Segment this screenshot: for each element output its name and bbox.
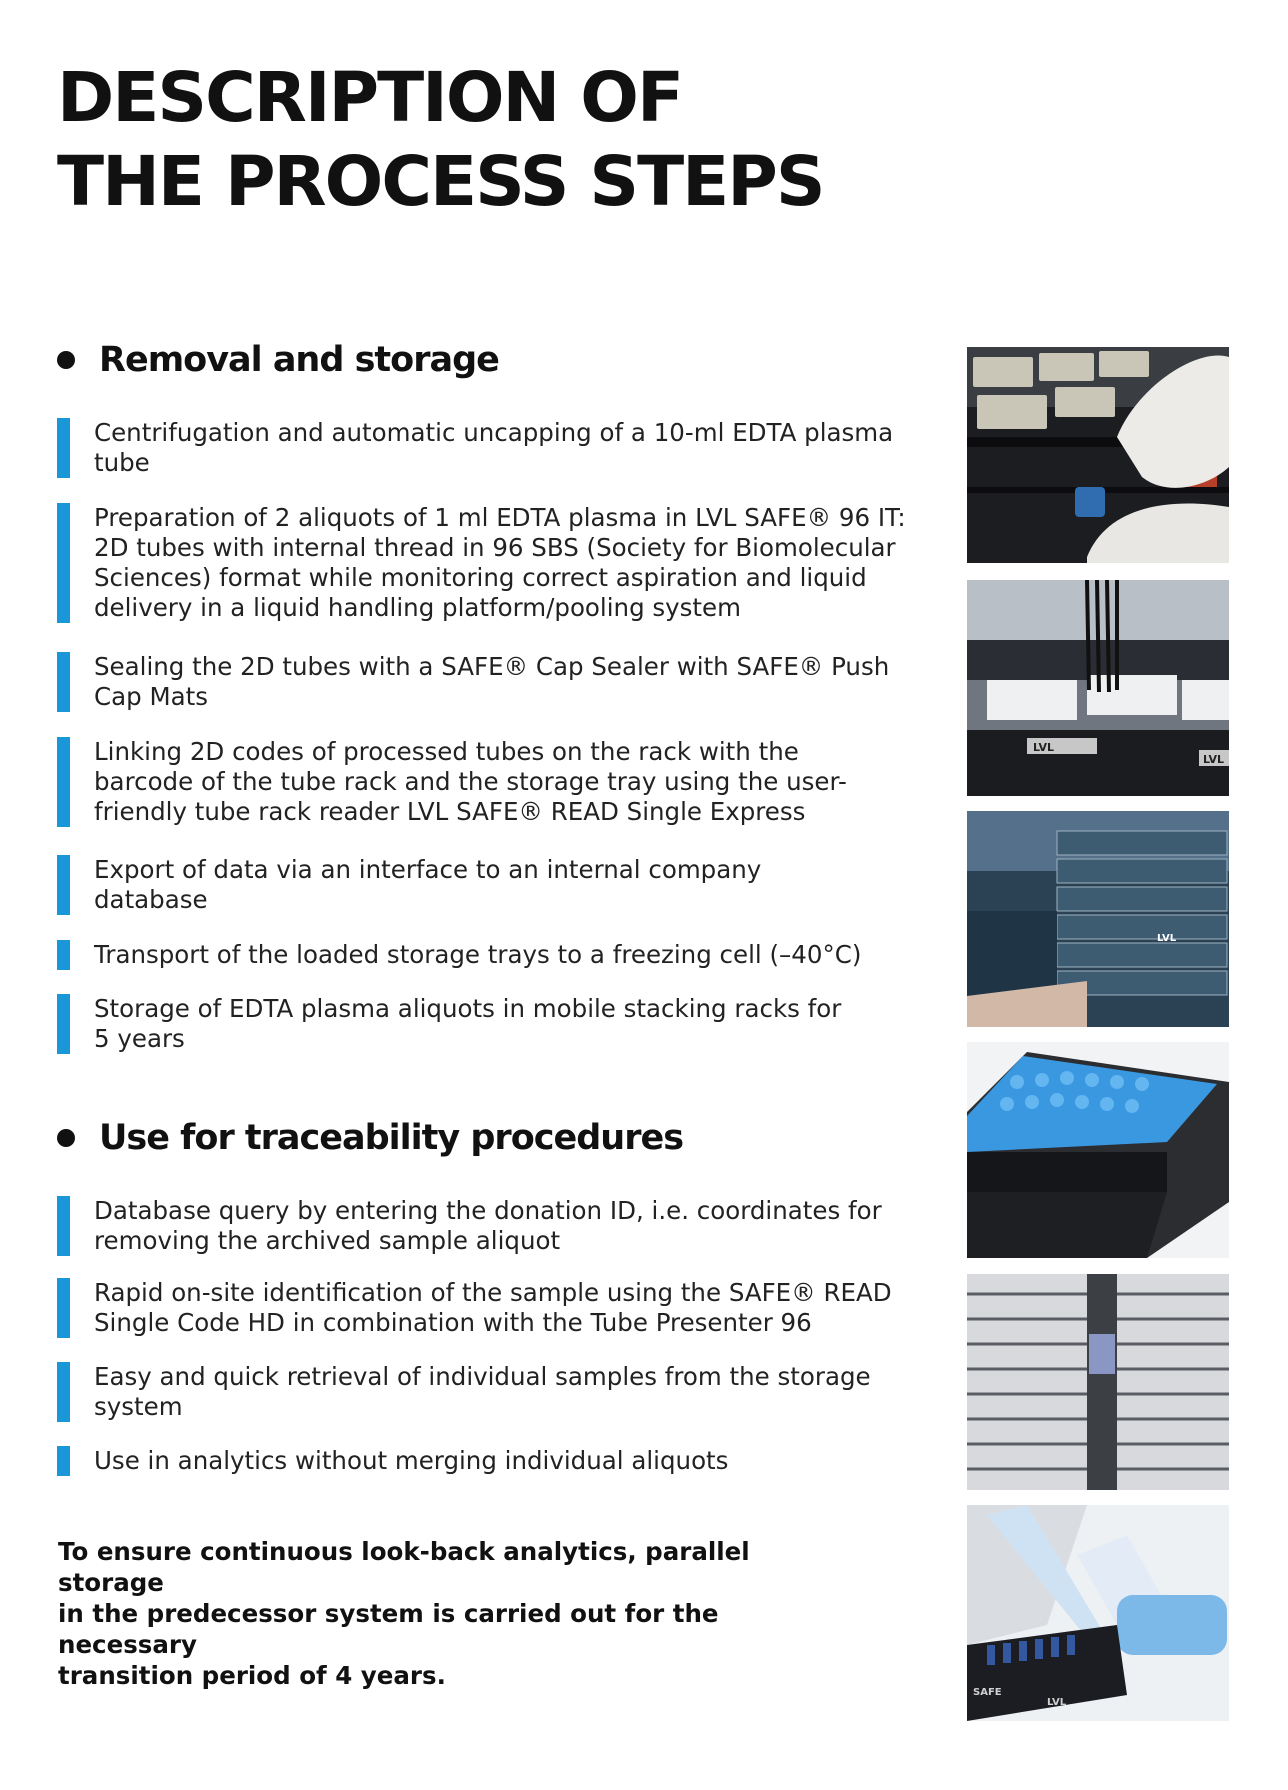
step-item [57,994,907,1054]
step-text: Preparation of 2 aliquots of 1 ml EDTA plasma in LVL SAFE® 96 IT: 2D tubes with internal thread in 96 SBS (Society for Biomolecular Sciences) format while monitoring correct aspiration and liquid delivery in a liquid handling platform/pooling system [94,503,906,622]
rack-label: LVL [1033,741,1055,754]
accent-bar [57,855,70,915]
step-item [57,737,907,827]
accent-bar [57,503,70,623]
accent-bar [57,737,70,827]
accent-bar [57,652,70,712]
photo-storage-trays-shelf [967,811,1229,1027]
accent-bar [57,1196,70,1256]
photo-mobile-stacking-racks [967,1274,1229,1490]
section-heading-text: Removal and storage [99,340,499,380]
section-heading-text: Use for traceability procedures [99,1118,684,1158]
rack-label: LVL [1203,753,1225,766]
bullet-icon [57,351,75,369]
accent-bar [57,994,70,1054]
accent-bar [57,1362,70,1422]
step-text: Transport of the loaded storage trays to a freezing cell (–40°C) [94,940,862,969]
step-item [57,940,907,970]
accent-bar [57,418,70,478]
step-item [57,418,907,478]
accent-bar [57,1446,70,1476]
page-title [57,56,824,224]
box-brand: SAFE [973,1687,1002,1698]
step-item [57,1446,907,1476]
tray-label: LVL [1157,933,1177,944]
step-text: Easy and quick retrieval of individual samples from the storage system [94,1362,871,1421]
step-item [57,503,907,623]
step-text: Storage of EDTA plasma aliquots in mobile stacking racks for 5 years [94,994,842,1053]
step-text: Linking 2D codes of processed tubes on the rack with the barcode of the tube rack and the storage tray using the user- friendly tube rack reader LVL SAFE® READ Single Express [94,737,847,826]
step-text: Export of data via an interface to an internal company database [94,855,762,914]
photo-pipette-sample-box [967,1505,1229,1721]
step-item [57,1278,907,1338]
section-heading-traceability [57,1118,683,1158]
accent-bar [57,1278,70,1338]
step-item [57,855,907,915]
photo-liquid-handling-platform [967,580,1229,796]
step-item [57,652,907,712]
page-title-line-1: DESCRIPTION OF [57,58,683,138]
closing-note: To ensure continuous look-back analytics, parallel storage in the predecessor system is carried out for the necessary transition period of 4 years. [58,1537,750,1690]
section-heading-removal-storage [57,340,499,380]
step-text: Use in analytics without merging individual aliquots [94,1446,729,1475]
page-title-line-2: THE PROCESS STEPS [57,142,824,222]
step-text: Sealing the 2D tubes with a SAFE® Cap Sealer with SAFE® Push Cap Mats [94,652,890,711]
step-item [57,1196,907,1256]
step-text: Rapid on-site identification of the sample using the SAFE® READ Single Code HD in combination with the Tube Presenter 96 [94,1278,892,1337]
step-text: Database query by entering the donation ID, i.e. coordinates for removing the archived sample aliquot [94,1196,882,1255]
photo-tube-rack-blue-caps [967,1042,1229,1258]
step-text: Centrifugation and automatic uncapping of a 10-ml EDTA plasma tube [94,418,894,477]
accent-bar [57,940,70,970]
bullet-icon [57,1129,75,1147]
box-label: LVL [1047,1697,1067,1708]
step-item [57,1362,907,1422]
photo-uncapping-gloved-hand [967,347,1229,563]
